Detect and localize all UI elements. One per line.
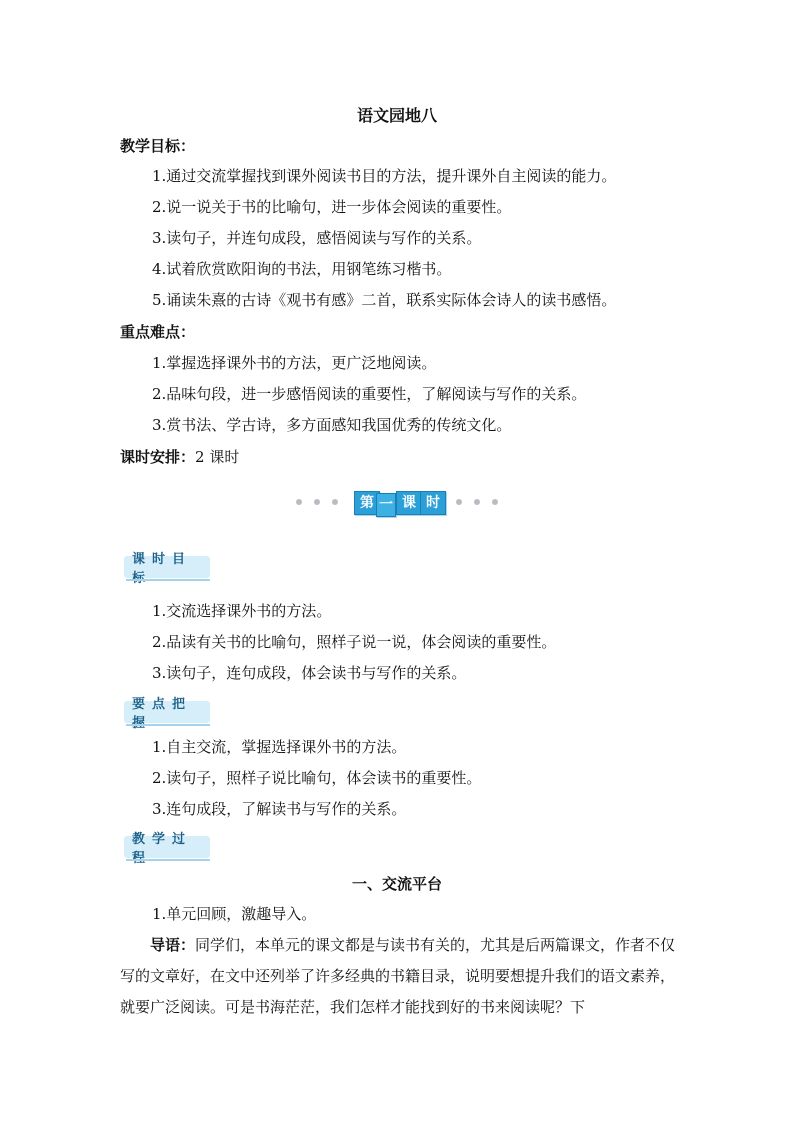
- dot-icon: [314, 499, 320, 505]
- lesson-goals-tag: [124, 552, 210, 578]
- tag-label: 课时目: [132, 552, 193, 567]
- lesson-goal-item: 3.读句子，连句成段，体会读书与写作的关系。: [152, 664, 467, 682]
- key-points-heading: 重点难点：: [120, 323, 196, 341]
- process-tag: [124, 832, 210, 858]
- tag-underline: [126, 579, 210, 581]
- process-step: 1.单元回顾，激趣导入。: [152, 905, 317, 923]
- intro-label: 导语：: [150, 936, 196, 954]
- key-point-item: 2.品味句段，进一步感悟阅读的重要性，了解阅读与写作的关系。: [152, 385, 587, 403]
- objective-item: 4.试着欣赏欧阳询的书法，用钢笔练习楷书。: [152, 260, 452, 278]
- dot-icon: [332, 499, 338, 505]
- key-point-item: 1.掌握选择课外书的方法，更广泛地阅读。: [152, 354, 437, 372]
- lesson-banner: [354, 488, 444, 518]
- key-grasp-item: 3.连句成段，了解读书与写作的关系。: [152, 800, 407, 818]
- tag-underline: [126, 859, 210, 861]
- schedule-label: 课时安排：: [120, 448, 196, 466]
- banner-char: 第: [354, 491, 380, 515]
- banner-char: 课: [396, 491, 422, 515]
- banner-dots-left: [296, 490, 338, 514]
- schedule-value: 2 课时: [195, 448, 240, 466]
- key-grasp-item: 1.自主交流，掌握选择课外书的方法。: [152, 738, 407, 756]
- intro-paragraph: [120, 930, 678, 1023]
- objective-item: 3.读句子，并连句成段，感悟阅读与写作的关系。: [152, 229, 482, 247]
- dot-icon: [296, 499, 302, 505]
- section-title: 一、交流平台: [351, 875, 442, 893]
- schedule: [120, 447, 239, 467]
- objectives-heading: 教学目标：: [120, 137, 196, 155]
- key-grasp-tag: [124, 697, 210, 723]
- objective-item: 1.通过交流掌握找到课外阅读书目的方法，提升课外自主阅读的能力。: [152, 167, 617, 185]
- dot-icon: [474, 499, 480, 505]
- lesson-goal-item: 2.品读有关书的比喻句，照样子说一说，体会阅读的重要性。: [152, 633, 557, 651]
- key-grasp-item: 2.读句子，照样子说比喻句，体会读书的重要性。: [152, 769, 482, 787]
- intro-text: 同学们，本单元的课文都是与读书有关的，尤其是后两篇课文，作者不仅写的文章好，在文中还列举了许多经典的书籍目录，说明要想提升我们的语文素养，就要广泛阅读。可是书海茫茫，我们怎样才能找到好的书来阅读呢？下: [120, 936, 676, 1016]
- objective-item: 2.说一说关于书的比喻句，进一步体会阅读的重要性。: [152, 198, 512, 216]
- dot-icon: [492, 499, 498, 505]
- page-title: 语文园地八: [356, 106, 437, 125]
- banner-dots-right: [456, 490, 498, 514]
- banner-char: 一: [376, 493, 396, 517]
- tag-label: 要点把: [132, 697, 193, 712]
- tag-underline: [126, 724, 210, 726]
- lesson-goal-item: 1.交流选择课外书的方法。: [152, 602, 332, 620]
- tag-label: 教学过: [132, 832, 193, 847]
- key-point-item: 3.赏书法、学古诗，多方面感知我国优秀的传统文化。: [152, 416, 512, 434]
- objective-item: 5.诵读朱熹的古诗《观书有感》二首，联系实际体会诗人的读书感悟。: [152, 291, 617, 309]
- banner-char: 时: [420, 491, 446, 515]
- dot-icon: [456, 499, 462, 505]
